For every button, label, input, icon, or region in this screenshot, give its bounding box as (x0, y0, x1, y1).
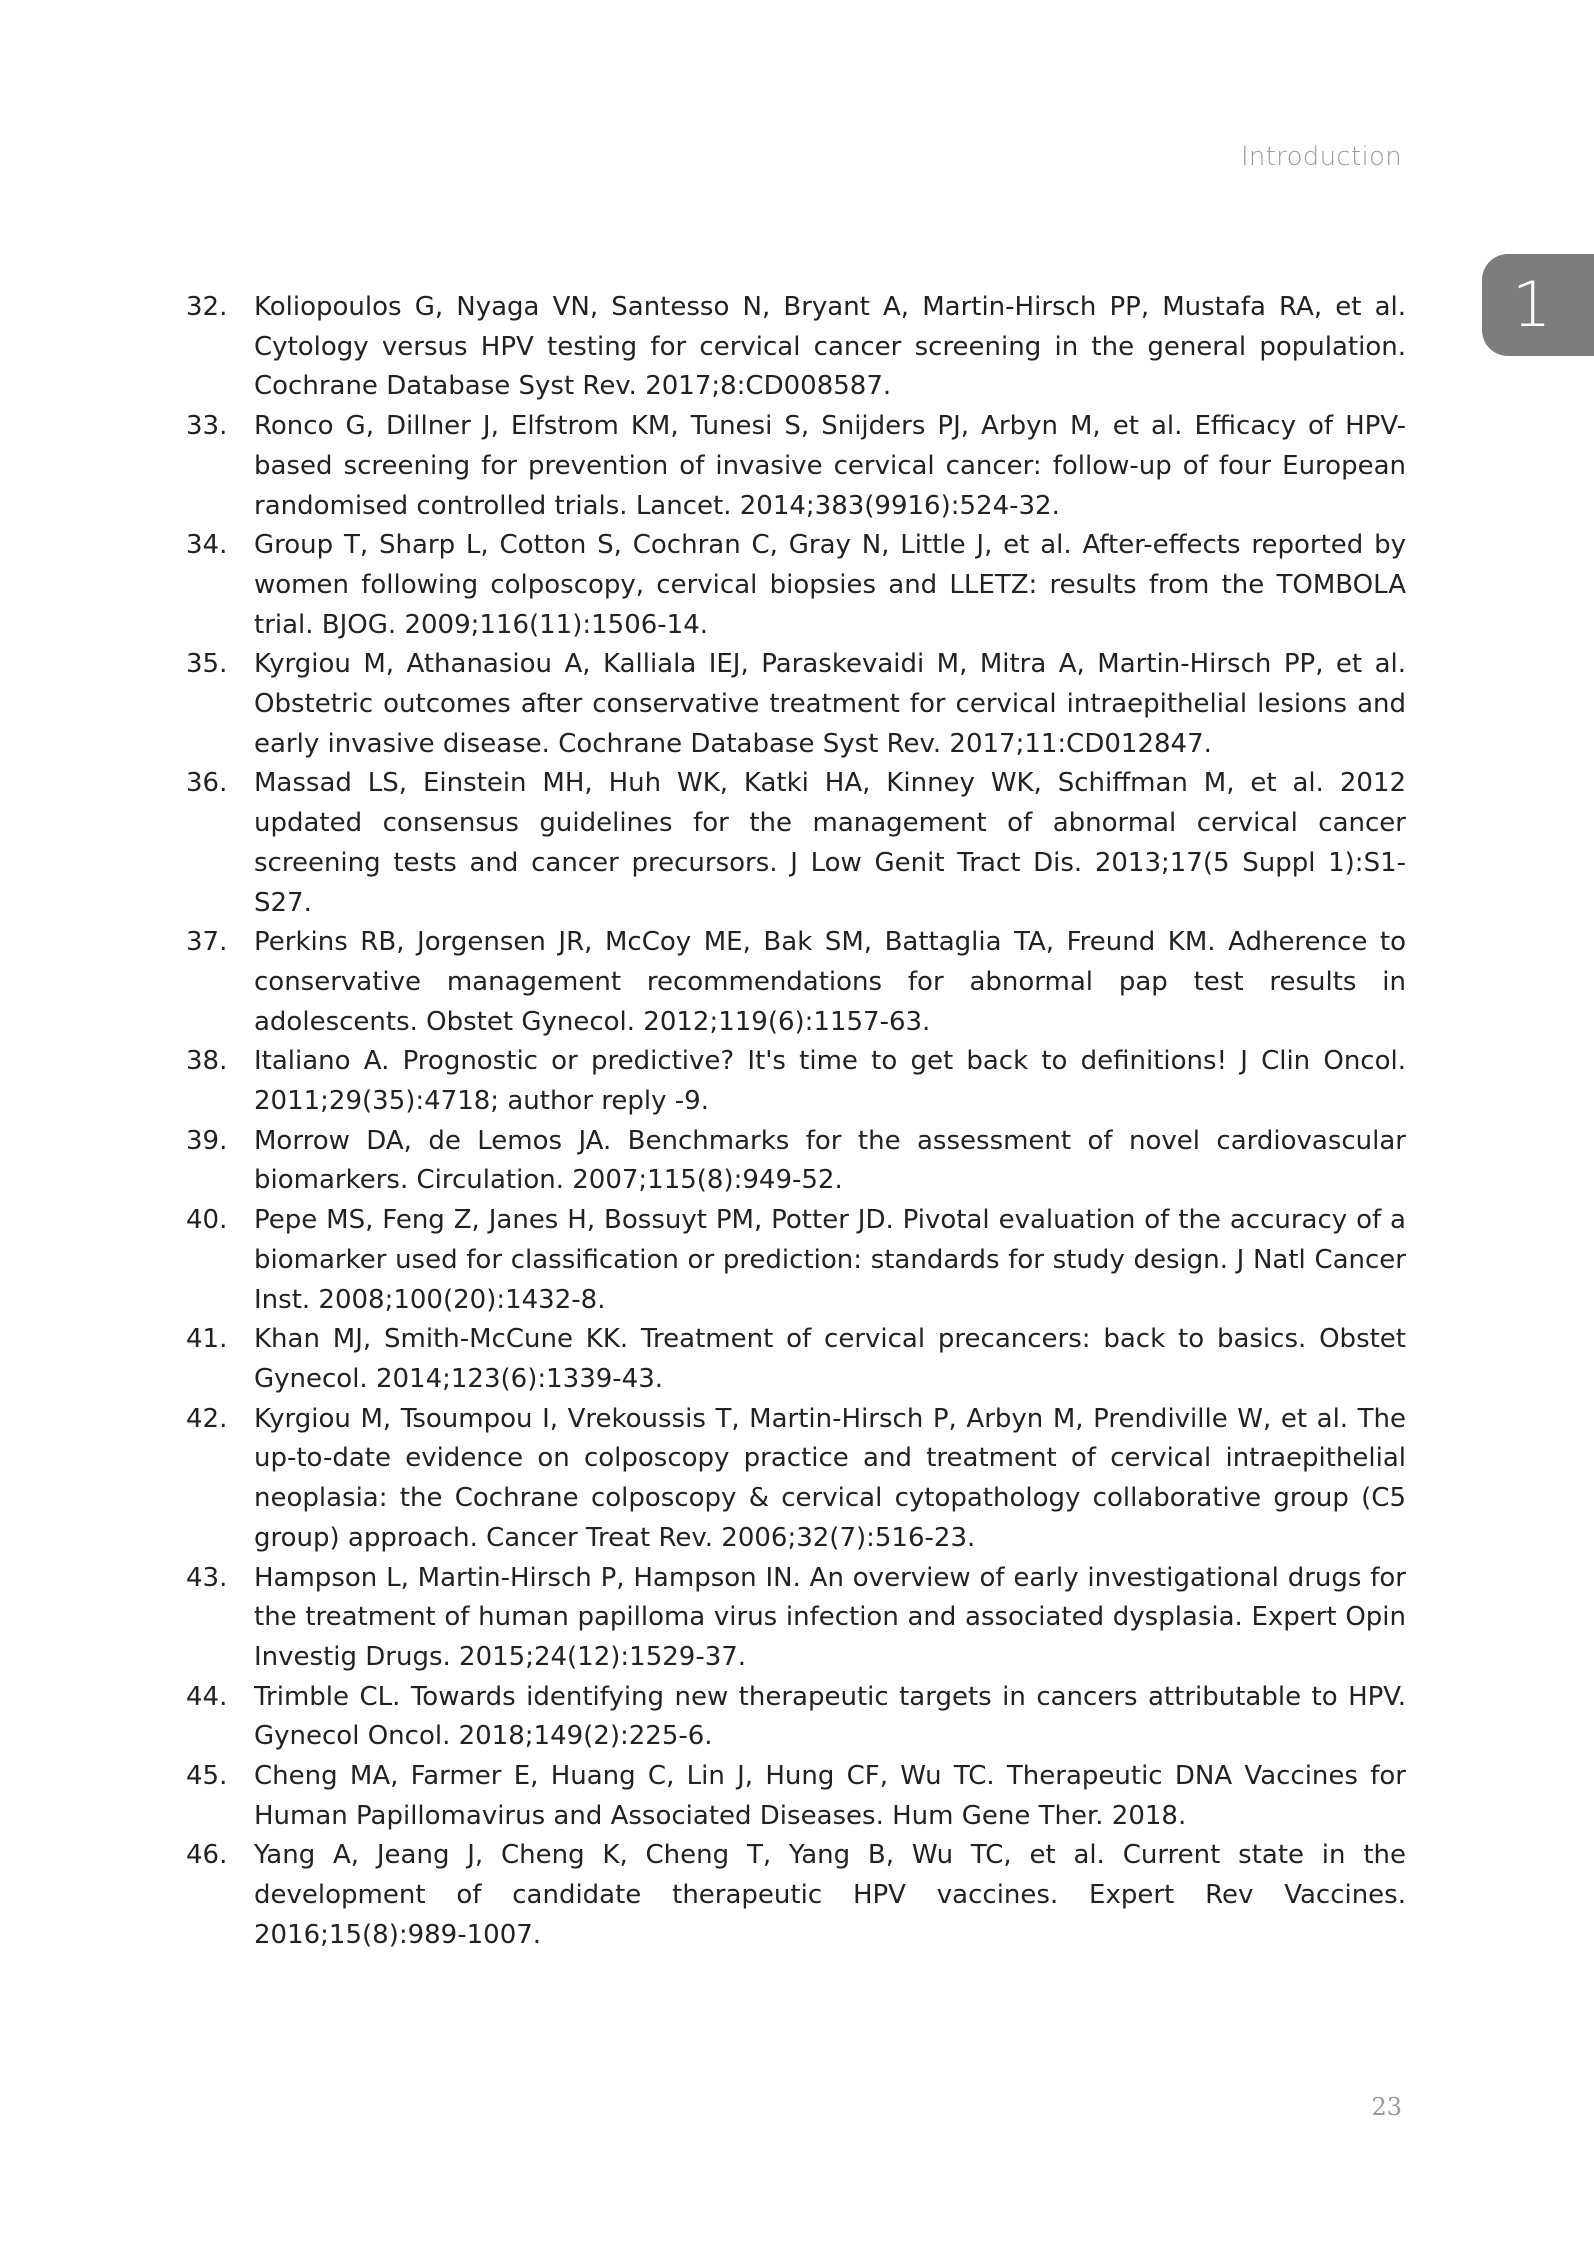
reference-list (180, 288, 1406, 1956)
reference-item (180, 764, 1406, 923)
reference-text: Morrow DA, de Lemos JA. Benchmarks for the assessment of novel cardiovascular biomarkers. Circulation. 2007;115(8):949-52. (254, 1125, 1406, 1196)
reference-item (180, 288, 1406, 407)
reference-item (180, 407, 1406, 526)
reference-number: 37. (186, 927, 228, 958)
reference-text: Massad LS, Einstein MH, Huh WK, Katki HA, Kinney WK, Schiffman M, et al. 2012 updated consensus guidelines for the management of abnormal cervical cancer screening tests and cancer precursors. J Low Genit Tract Dis. 2013;17(5 Suppl 1):S1-S27. (254, 768, 1406, 918)
reference-number: 38. (186, 1046, 228, 1077)
reference-number: 32. (186, 292, 228, 322)
chapter-tab (1482, 254, 1594, 356)
reference-number: 46. (186, 1840, 228, 1871)
reference-item (180, 1320, 1406, 1399)
reference-item (180, 1757, 1406, 1836)
reference-text: Cheng MA, Farmer E, Huang C, Lin J, Hung CF, Wu TC. Therapeutic DNA Vaccines for Human Papillomavirus and Associated Diseases. Hum Gene Ther. 2018. (254, 1761, 1406, 1831)
reference-number: 42. (186, 1403, 228, 1434)
reference-text: Kyrgiou M, Athanasiou A, Kalliala IEJ, Paraskevaidi M, Mitra A, Martin-Hirsch PP, et al. Obstetric outcomes after conservative treatment for cervical intraepithelial lesions and early invasive disease. Cochrane Database Syst Rev. 2017;11:CD012847. (254, 649, 1406, 759)
reference-item (180, 1559, 1406, 1678)
reference-item (180, 1678, 1406, 1757)
reference-text: Ronco G, Dillner J, Elfstrom KM, Tunesi S, Snijders PJ, Arbyn M, et al. Efficacy of HPV-based screening for prevention of invasive cervical cancer: follow-up of four European randomised controlled trials. Lancet. 2014;383(9916):524-32. (254, 411, 1406, 521)
reference-number: 41. (186, 1324, 228, 1355)
reference-item (180, 1836, 1406, 1955)
reference-number: 40. (186, 1205, 228, 1236)
reference-item (180, 645, 1406, 764)
reference-number: 43. (186, 1562, 228, 1593)
reference-text: Kyrgiou M, Tsoumpou I, Vrekoussis T, Martin-Hirsch P, Arbyn M, Prendiville W, et al. The up-to-date evidence on colposcopy practice and treatment of cervical intraepithelial neoplasia: the Cochrane colposcopy & cervical cytopathology collaborative group (C5 group) approach. Cancer Treat Rev. 2006;32(7):516-23. (254, 1403, 1406, 1553)
reference-item (180, 1201, 1406, 1320)
running-header: Introduction (1240, 142, 1402, 172)
reference-item (180, 923, 1406, 1042)
reference-text: Group T, Sharp L, Cotton S, Cochran C, Gray N, Little J, et al. After-effects reported by women following colposcopy, cervical biopsies and LLETZ: results from the TOMBOLA trial. BJOG. 2009;116(11):1506-14. (254, 530, 1406, 640)
page-number: 23 (1371, 2093, 1402, 2121)
reference-number: 36. (186, 768, 228, 799)
reference-text: Pepe MS, Feng Z, Janes H, Bossuyt PM, Potter JD. Pivotal evaluation of the accuracy of a biomarker used for classification or prediction: standards for study design. J Natl Cancer Inst. 2008;100(20):1432-8. (254, 1205, 1406, 1315)
reference-item (180, 1042, 1406, 1121)
reference-text: Yang A, Jeang J, Cheng K, Cheng T, Yang B, Wu TC, et al. Current state in the development of candidate therapeutic HPV vaccines. Expert Rev Vaccines. 2016;15(8):989-1007. (254, 1840, 1406, 1950)
reference-text: Hampson L, Martin-Hirsch P, Hampson IN. An overview of early investigational drugs for the treatment of human papilloma virus infection and associated dysplasia. Expert Opin Investig Drugs. 2015;24(12):1529-37. (254, 1562, 1406, 1672)
reference-text: Perkins RB, Jorgensen JR, McCoy ME, Bak SM, Battaglia TA, Freund KM. Adherence to conservative management recommendations for abnormal pap test results in adolescents. Obstet Gynecol. 2012;119(6):1157-63. (254, 927, 1406, 1037)
reference-text: Italiano A. Prognostic or predictive? It's time to get back to definitions! J Clin Oncol. 2011;29(35):4718; author reply -9. (254, 1046, 1406, 1117)
reference-item (180, 1122, 1406, 1201)
reference-text: Khan MJ, Smith-McCune KK. Treatment of cervical precancers: back to basics. Obstet Gynecol. 2014;123(6):1339-43. (254, 1324, 1406, 1394)
reference-number: 33. (186, 411, 228, 442)
reference-text: Koliopoulos G, Nyaga VN, Santesso N, Bryant A, Martin-Hirsch PP, Mustafa RA, et al. Cytology versus HPV testing for cervical cancer screening in the general population. Cochrane Database Syst Rev. 2017;8:CD008587. (254, 292, 1406, 402)
chapter-number: 1 (1512, 268, 1552, 341)
reference-text: Trimble CL. Towards identifying new therapeutic targets in cancers attributable to HPV. Gynecol Oncol. 2018;149(2):225-6. (254, 1681, 1406, 1752)
reference-number: 45. (186, 1761, 228, 1792)
reference-number: 35. (186, 649, 228, 680)
reference-number: 44. (186, 1681, 228, 1712)
reference-item (180, 1400, 1406, 1559)
reference-number: 34. (186, 530, 228, 561)
reference-number: 39. (186, 1125, 228, 1156)
reference-item (180, 526, 1406, 645)
